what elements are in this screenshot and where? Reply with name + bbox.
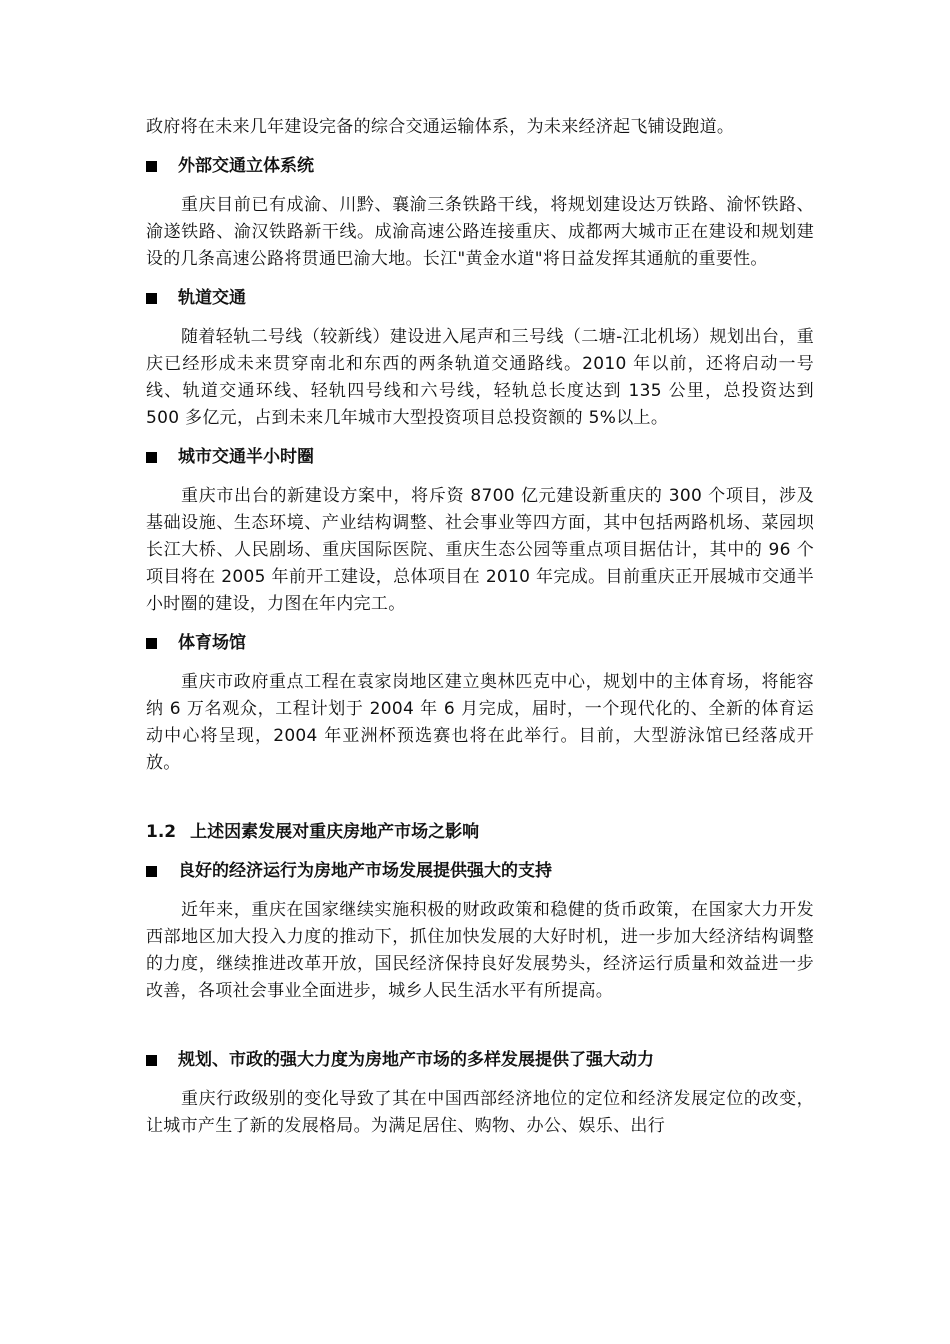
heading-half-hour-circle — [146, 444, 814, 471]
section-title: 上述因素发展对重庆房地产市场之影响 — [190, 822, 480, 842]
paragraph-planning: 重庆行政级别的变化导致了其在中国西部经济地位的定位和经济发展定位的改变，让城市产生了新的发展格局。为满足居住、购物、办公、娱乐、出行 — [146, 1089, 814, 1136]
intro-paragraph: 政府将在未来几年建设完备的综合交通运输体系，为未来经济起飞铺设跑道。 — [146, 117, 735, 137]
paragraph-economy: 近年来，重庆在国家继续实施积极的财政政策和稳健的货币政策，在国家大力开发西部地区加大投入力度的推动下，抓住加快发展的大好时机，进一步加大经济结构调整的力度，继续推进改革开放，国民经济保持良好发展势头，经济运行质量和效益进一步改善，各项社会事业全面进步，城乡人民生活水平有所提高。 — [146, 900, 814, 1001]
square-bullet-icon — [146, 1055, 157, 1066]
heading-text: 规划、市政的强大力度为房地产市场的多样发展提供了强大动力 — [178, 1050, 654, 1070]
paragraph-external-transport: 重庆目前已有成渝、川黔、襄渝三条铁路干线，将规划建设达万铁路、渝怀铁路、渝遂铁路、渝汉铁路新干线。成渝高速公路连接重庆、成都两大城市正在建设和规划建设的几条高速公路将贯通巴渝大地。长江"黄金水道"将日益发挥其通航的重要性。 — [146, 195, 814, 269]
heading-rail-transit — [146, 285, 814, 312]
section-number: 1.2 — [146, 822, 177, 842]
heading-text: 良好的经济运行为房地产市场发展提供强大的支持 — [178, 861, 552, 881]
heading-planning — [146, 1047, 814, 1074]
paragraph-stadiums: 重庆市政府重点工程在袁家岗地区建立奥林匹克中心，规划中的主体育场，将能容纳 6 万名观众，工程计划于 2004 年 6 月完成，届时，一个现代化的、全新的体育运动中心将呈现，2004 年亚洲杯预选赛也将在此举行。目前，大型游泳馆已经落成开放。 — [146, 672, 814, 773]
heading-text: 体育场馆 — [178, 633, 246, 653]
square-bullet-icon — [146, 452, 157, 463]
heading-economy — [146, 858, 814, 885]
square-bullet-icon — [146, 866, 157, 877]
heading-external-transport — [146, 153, 814, 180]
section-heading-1-2 — [146, 819, 814, 846]
square-bullet-icon — [146, 293, 157, 304]
square-bullet-icon — [146, 638, 157, 649]
heading-text: 城市交通半小时圈 — [178, 447, 314, 467]
heading-stadiums — [146, 630, 814, 657]
heading-text: 轨道交通 — [178, 288, 246, 308]
paragraph-half-hour-circle: 重庆市出台的新建设方案中，将斥资 8700 亿元建设新重庆的 300 个项目，涉及基础设施、生态环境、产业结构调整、社会事业等四方面，其中包括两路机场、菜园坝长江大桥、人民剧场、重庆国际医院、重庆生态公园等重点项目据估计，其中的 96 个项目将在 2005 年前开工建设，总体项目在 2010 年完成。目前重庆正开展城市交通半小时圈的建设，力图在年内完工。 — [146, 486, 814, 614]
paragraph-rail-transit: 随着轻轨二号线（较新线）建设进入尾声和三号线（二塘-江北机场）规划出台，重庆已经形成未来贯穿南北和东西的两条轨道交通路线。2010 年以前，还将启动一号线、轨道交通环线、轻轨四号线和六号线，轻轨总长度达到 135 公里，总投资达到 500 多亿元，占到未来几年城市大型投资项目总投资额的 5%以上。 — [146, 327, 814, 428]
square-bullet-icon — [146, 161, 157, 172]
document-body — [146, 114, 814, 1140]
heading-text: 外部交通立体系统 — [178, 156, 314, 176]
